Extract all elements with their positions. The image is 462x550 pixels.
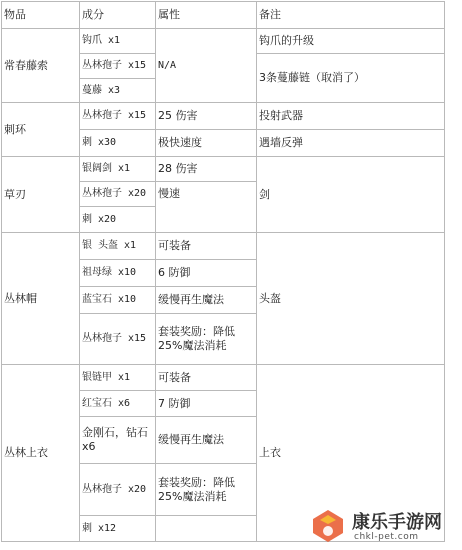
note-cell: 钩爪的升级: [257, 29, 445, 54]
ingredient-cell: 钩爪 x1: [80, 29, 156, 54]
attribute-cell: 慢速: [156, 182, 257, 233]
attribute-cell: 25 伤害: [156, 103, 257, 130]
table-row: [2, 233, 445, 260]
ingredient-cell: 金刚石，钻石 x6: [80, 417, 156, 464]
item-name: 刺环: [2, 103, 80, 157]
header-notes: 备注: [257, 2, 445, 29]
attribute-cell: 6 防御: [156, 260, 257, 287]
item-name: 常春藤索: [2, 29, 80, 103]
item-name: 丛林上衣: [2, 365, 80, 542]
note-cell: 剑: [257, 157, 445, 233]
attribute-cell: 7 防御: [156, 391, 257, 417]
ingredient-cell: 祖母绿 x10: [80, 260, 156, 287]
ingredient-cell: 丛林孢子 x20: [80, 182, 156, 207]
header-item: 物品: [2, 2, 80, 29]
table-header-row: [2, 2, 445, 29]
note-cell: 遇墙反弹: [257, 130, 445, 157]
table-row: [2, 29, 445, 54]
header-ingredients: 成分: [80, 2, 156, 29]
attribute-cell: 缓慢再生魔法: [156, 287, 257, 314]
attribute-cell: 套装奖励：降低25%魔法消耗: [156, 464, 257, 516]
attribute-cell: [156, 516, 257, 542]
ingredient-cell: 丛林孢子 x20: [80, 464, 156, 516]
ingredient-cell: 丛林孢子 x15: [80, 314, 156, 365]
attribute-cell: 极快速度: [156, 130, 257, 157]
ingredient-cell: 银阔剑 x1: [80, 157, 156, 182]
note-cell: 头盔: [257, 233, 445, 365]
attribute-cell: 套装奖励：降低25%魔法消耗: [156, 314, 257, 365]
watermark-title: 康乐手游网: [352, 512, 442, 533]
recipe-table: [1, 1, 445, 542]
ingredient-cell: 银链甲 x1: [80, 365, 156, 391]
table-row: [2, 103, 445, 130]
item-name: 草刃: [2, 157, 80, 233]
watermark: [308, 504, 458, 548]
attribute-cell: 可装备: [156, 365, 257, 391]
table-row: [2, 157, 445, 182]
attribute-cell: 28 伤害: [156, 157, 257, 182]
ingredient-cell: 红宝石 x6: [80, 391, 156, 417]
header-attributes: 属性: [156, 2, 257, 29]
ingredient-cell: 刺 x12: [80, 516, 156, 542]
attribute-cell: 可装备: [156, 233, 257, 260]
ingredient-cell: 银 头盔 x1: [80, 233, 156, 260]
note-cell: 3条蔓藤链（取消了）: [257, 54, 445, 103]
ingredient-cell: 丛林孢子 x15: [80, 103, 156, 130]
item-name: 丛林帽: [2, 233, 80, 365]
ingredient-cell: 刺 x20: [80, 207, 156, 233]
note-cell: 上衣: [257, 365, 445, 542]
attribute-cell: N/A: [156, 29, 257, 103]
attribute-cell: 缓慢再生魔法: [156, 417, 257, 464]
ingredient-cell: 蓝宝石 x10: [80, 287, 156, 314]
watermark-url: chkl-pet.com: [354, 532, 419, 542]
note-cell: 投射武器: [257, 103, 445, 130]
site-logo-icon: [308, 506, 348, 546]
ingredient-cell: 蔓藤 x3: [80, 79, 156, 103]
table-row: [2, 365, 445, 391]
ingredient-cell: 丛林孢子 x15: [80, 54, 156, 79]
ingredient-cell: 刺 x30: [80, 130, 156, 157]
